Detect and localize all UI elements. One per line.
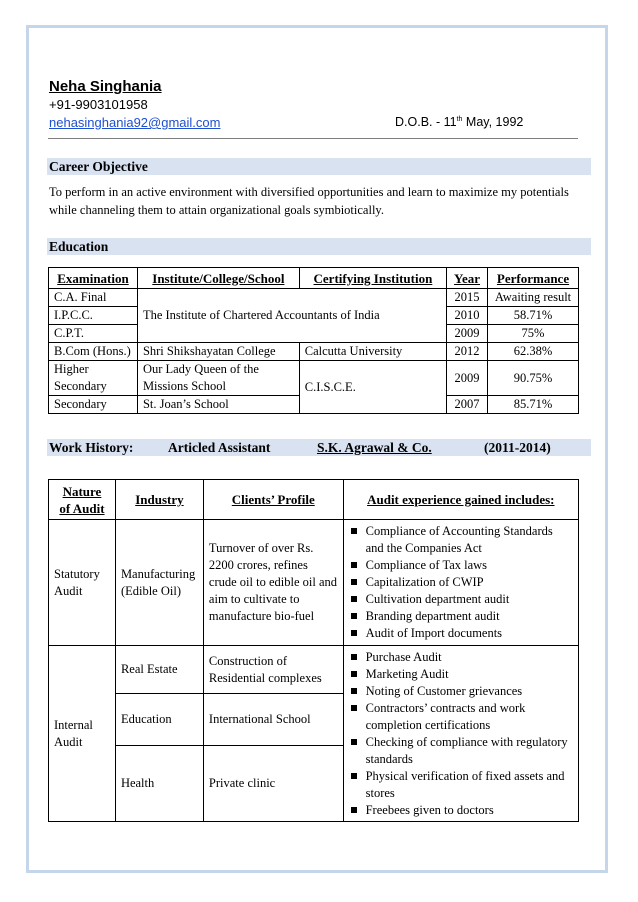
performance-cell: 90.75% (488, 361, 579, 396)
list-item-text: Compliance of Accounting Standards and the Companies Act (365, 524, 553, 555)
certifying-cell: Calcutta University (299, 343, 446, 361)
education-table (48, 267, 579, 414)
internal-audit-row (49, 646, 579, 694)
profile-cell: Private clinic (203, 746, 343, 822)
profile-cell: International School (203, 694, 343, 746)
col-audit-experience: Audit experience gained includes: (343, 480, 578, 520)
industry-cell (115, 520, 203, 646)
list-item (349, 591, 573, 608)
header-divider (48, 138, 578, 139)
list-item (349, 768, 573, 802)
list-item (349, 649, 573, 666)
col-industry: Industry (115, 480, 203, 520)
col-examination: Examination (49, 268, 138, 289)
list-item-text: Freebees given to doctors (365, 802, 494, 817)
education-header-row (49, 268, 579, 289)
profile-line: aim to cultivate to (208, 592, 300, 606)
profile-line: manufacture bio-fuel (208, 609, 315, 623)
performance-cell: 58.71% (488, 307, 579, 325)
col-performance: Performance (488, 268, 579, 289)
phone-number: +91-9903101958 (49, 97, 148, 112)
list-item (349, 625, 573, 642)
year-cell: 2009 (447, 325, 488, 343)
profile-line: Turnover of over Rs. (208, 541, 314, 555)
bullet-icon (351, 654, 357, 660)
list-item (349, 666, 573, 683)
list-item-text: Purchase Audit (365, 649, 442, 664)
exam-line: Higher (54, 362, 89, 376)
bullet-icon (351, 739, 357, 745)
internal-audit-list (349, 649, 573, 819)
industry-cell: Health (115, 746, 203, 822)
performance-cell: 62.38% (488, 343, 579, 361)
col-clients-profile: Clients’ Profile (203, 480, 343, 520)
profile-line: Residential complexes (208, 670, 322, 685)
statutory-audit-list (349, 523, 573, 642)
nature-cell (49, 520, 116, 646)
education-heading: Education (47, 238, 591, 255)
work-header-row (49, 480, 579, 520)
icai-merged-cell: The Institute of Chartered Accountants of India (137, 289, 446, 343)
institute-cell: Shri Shikshayatan College (137, 343, 299, 361)
list-item (349, 574, 573, 591)
exam-cell: I.P.C.C. (49, 307, 138, 325)
table-row (49, 343, 579, 361)
list-item-text: Checking of compliance with regulatory standards (365, 734, 568, 766)
institute-line: Missions School (142, 379, 226, 393)
list-item (349, 683, 573, 700)
profile-line: crude oil to edible oil and (208, 575, 338, 589)
nature-line: Audit (54, 734, 83, 749)
bullet-icon (351, 671, 357, 677)
bullet-icon (351, 705, 357, 711)
profile-cell (203, 646, 343, 694)
exam-cell (49, 361, 138, 396)
nature-line: Statutory (54, 566, 100, 581)
dob-superscript: th (456, 115, 463, 123)
email-link[interactable]: nehasinghania92@gmail.com (49, 115, 221, 130)
list-item-text: Branding department audit (365, 609, 500, 623)
industry-line: (Edible Oil) (120, 583, 181, 598)
institute-line: Our Lady Queen of the (142, 362, 259, 376)
list-item (349, 700, 573, 734)
col-institute: Institute/College/School (137, 268, 299, 289)
list-item-text: Contractors’ contracts and work completion certifications (365, 700, 526, 732)
list-item-text: Noting of Customer grievances (365, 683, 523, 698)
bullet-icon (351, 807, 357, 813)
institute-cell: St. Joan’s School (137, 396, 299, 414)
performance-cell: Awaiting result (488, 289, 579, 307)
industry-cell: Education (115, 694, 203, 746)
performance-cell: 75% (488, 325, 579, 343)
career-objective-text: To perform in an active environment with diversified opportunities and learn to maximize my potentials while channeling them to attain organizational goals symbiotically. (49, 185, 569, 217)
bullet-icon (351, 630, 357, 636)
date-of-birth (395, 115, 523, 129)
list-item-text: Marketing Audit (365, 666, 449, 681)
exam-cell: C.P.T. (49, 325, 138, 343)
list-item (349, 557, 573, 574)
profile-line: Construction of (208, 653, 288, 668)
work-position: Articled Assistant (168, 440, 271, 455)
year-cell: 2012 (447, 343, 488, 361)
bullet-icon (351, 613, 357, 619)
list-item-text: Compliance of Tax laws (365, 558, 488, 572)
year-cell: 2010 (447, 307, 488, 325)
nature-line: Internal (54, 717, 93, 732)
list-item (349, 608, 573, 625)
work-history-table (48, 479, 579, 822)
work-history-label: Work History: (49, 440, 134, 455)
work-history-heading (47, 439, 591, 456)
cisce-merged-cell: C.I.S.C.E. (299, 361, 446, 414)
exam-line: Secondary (54, 379, 107, 393)
col-nature-of-audit (49, 480, 116, 520)
list-item-text: Physical verification of fixed assets and stores (365, 768, 565, 800)
profile-cell (203, 520, 343, 646)
table-row (49, 361, 579, 396)
table-row (49, 289, 579, 307)
bullet-icon (351, 596, 357, 602)
col-year: Year (447, 268, 488, 289)
performance-cell: 85.71% (488, 396, 579, 414)
dob-suffix: May, 1992 (462, 115, 524, 129)
dob-prefix: D.O.B. - 11 (395, 115, 457, 129)
list-item (349, 802, 573, 819)
list-item-text: Cultivation department audit (365, 592, 510, 606)
nature-line: of Audit (59, 500, 105, 516)
list-item (349, 734, 573, 768)
nature-line: Nature (62, 483, 102, 499)
work-period: (2011-2014) (484, 440, 551, 455)
bullet-icon (351, 528, 357, 534)
institute-cell (137, 361, 299, 396)
nature-cell (49, 646, 116, 822)
bullet-icon (351, 579, 357, 585)
exam-cell: B.Com (Hons.) (49, 343, 138, 361)
audit-items-cell (343, 646, 578, 822)
bullet-icon (351, 773, 357, 779)
year-cell: 2007 (447, 396, 488, 414)
industry-cell: Real Estate (115, 646, 203, 694)
year-cell: 2015 (447, 289, 488, 307)
industry-line: Manufacturing (120, 566, 196, 581)
bullet-icon (351, 688, 357, 694)
career-objective-heading: Career Objective (47, 158, 591, 175)
year-cell: 2009 (447, 361, 488, 396)
exam-cell: Secondary (49, 396, 138, 414)
profile-line: 2200 crores, refines (208, 558, 308, 572)
list-item-text: Audit of Import documents (365, 626, 503, 640)
list-item (349, 523, 573, 557)
work-firm: S.K. Agrawal & Co. (317, 440, 432, 455)
statutory-audit-row (49, 520, 579, 646)
col-certifying: Certifying Institution (299, 268, 446, 289)
audit-items-cell (343, 520, 578, 646)
exam-cell: C.A. Final (49, 289, 138, 307)
list-item-text: Capitalization of CWIP (365, 575, 484, 589)
bullet-icon (351, 562, 357, 568)
nature-line: Audit (54, 583, 83, 598)
candidate-name: Neha Singhania (49, 78, 162, 95)
